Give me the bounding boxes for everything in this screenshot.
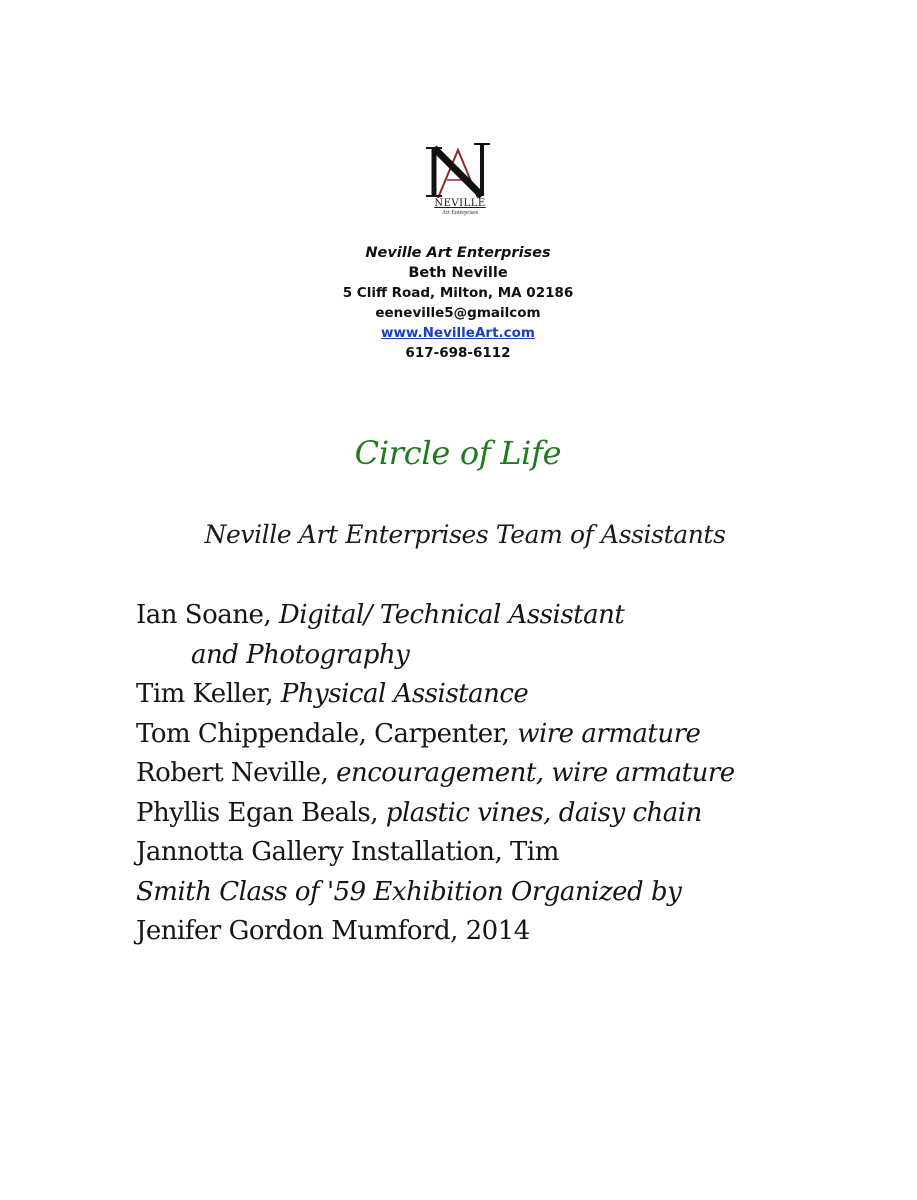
- logo-subline: Art Enterprises: [441, 210, 479, 216]
- team-line: [136, 715, 856, 755]
- team-member-role: plastic vines, daisy chain: [385, 797, 702, 828]
- team-member-name: Tom Chippendale, Carpenter,: [136, 718, 518, 749]
- contact-block: [258, 243, 658, 363]
- document-title: Circle of Life: [354, 434, 562, 472]
- team-list: [136, 596, 856, 952]
- contact-person: Beth Neville: [408, 265, 508, 281]
- company-name: Neville Art Enterprises: [365, 245, 551, 261]
- team-line: [136, 833, 856, 873]
- team-line: [136, 794, 856, 834]
- team-line: [136, 675, 856, 715]
- team-member-role: Physical Assistance: [280, 679, 529, 709]
- team-line: [136, 636, 856, 676]
- team-line: [136, 912, 856, 952]
- team-member-name: Ian Soane,: [136, 600, 279, 630]
- team-line: [136, 873, 856, 913]
- document-subtitle: Neville Art Enterprises Team of Assistants: [204, 520, 726, 549]
- contact-email: eeneville5@gmailcom: [375, 305, 541, 321]
- neville-logo: [420, 140, 500, 230]
- team-member-name: Jannotta Gallery Installation, Tim: [136, 837, 559, 867]
- team-member-name: Tim Keller,: [136, 679, 281, 709]
- contact-address: 5 Cliff Road, Milton, MA 02186: [342, 285, 574, 301]
- team-member-role: and Photography: [191, 639, 410, 670]
- team-member-role: encouragement, wire armature: [336, 758, 735, 788]
- team-member-name: Robert Neville,: [136, 758, 337, 788]
- team-line: [136, 596, 856, 636]
- contact-phone: 617-698-6112: [405, 345, 511, 361]
- website-link[interactable]: www.NevilleArt.com: [380, 325, 535, 341]
- logo-wordmark: NEVILLE: [434, 198, 486, 209]
- team-member-name: Jenifer Gordon Mumford, 2014: [136, 916, 530, 946]
- team-line: [136, 754, 856, 794]
- team-member-role: wire armature: [517, 718, 701, 749]
- team-member-role: Smith Class of '59 Exhibition Organized by: [136, 876, 682, 907]
- team-member-role: Digital/ Technical Assistant: [278, 600, 625, 630]
- team-member-name: Phyllis Egan Beals,: [136, 797, 386, 828]
